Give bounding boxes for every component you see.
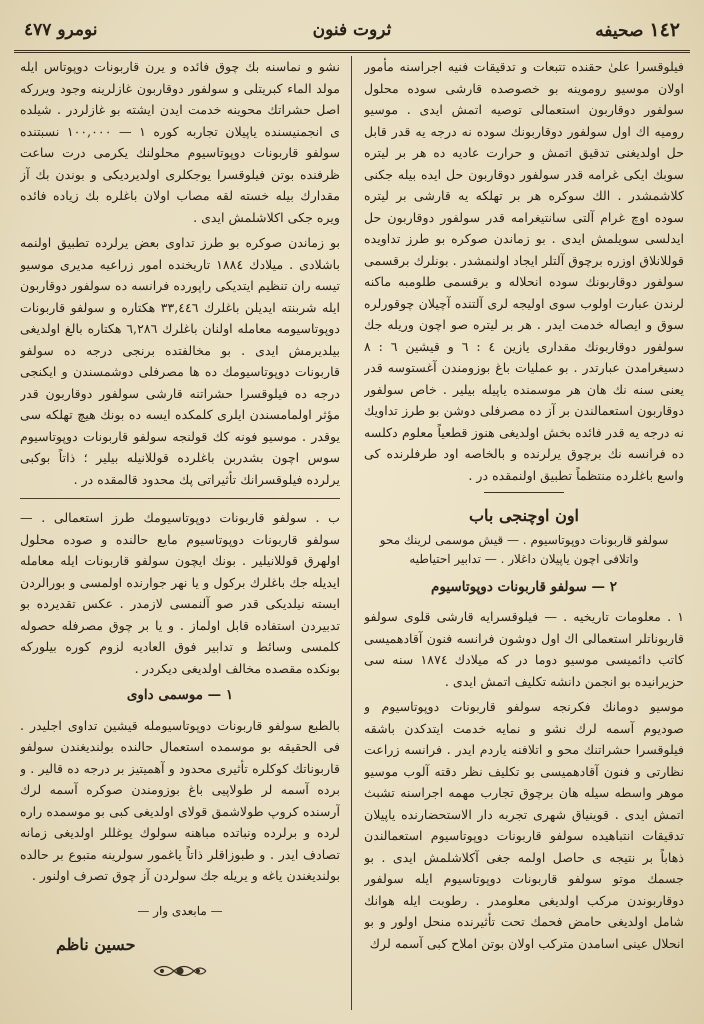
- author-signature: حسین ناظم: [56, 935, 136, 954]
- issue-number: ٤٧٧: [24, 20, 52, 40]
- section-rule: [484, 492, 564, 493]
- paragraph: فیلوقسرا علیٰ حقنده تتبعات و تدقیقات فنیه اجراسنه مأمور اولان موسیو روموینه بو خصوصده قارشی سوده محلول سولفور دوقاربون استعمالی توصیه اتمش ایدی . موسیو رومیه اك اول سولفور دوقاربونك سوده نه درجه یه قدر قابل حل اولدیغنی تدقیق اتمش و حرارت عادیه ده هر بر لیتره سوبك ایکی غرامه قدر سولفور دوقاربون حل ایده بیله جکنی کلاشمشدر . الك سوکره هر بر تهلکه یه قارشی بر لیتره سوده اوچ غرام آلتی سانتیغرامه قدر سولفور دوقاربون حل ایدلسی سویلمش ایدی . بو زماندن صوکره بو طرز تداویده قوللانلاق اوزره برچوق آلتلر ایجاد اولنمشدر . بونلرك برقسمی سولفور دوقاربونك سوده انحلاله و برقسمی طلومبه ماکنه لرندن عبارت اولوب سوی اولیجه لری آلتنده آچیلان چوقورلره سوق و ایصاله خدمت ایدر . هر بر لیتره صو اچون وریله جك سولفور دوقاربونك مقداری یازین ٤ : ٦ و قیشین ٦ : ٨ دسیغرامدن عبارتدر . بو عملیات باغ بوزومندن آغستوسه قدر یعنی سنه نك هان هر موسمنده یاپیله بیلیر . خاص سولفور دوقاربون استعمالندن بر آز ده مصرفلی دوشن بو طرز تداویك نه درجه یه قدر فائده بخش اولدیغی هنوز قطعیاً معلوم دکلسه ده فرانسه نك برچوق یرلرنده و بالخاصه اود طرفلرنده کی واسع باغلرده منتظماً تطبیق اولنمقده در .: [364, 59, 684, 483]
- issue-block: [24, 20, 98, 40]
- journal-title: ثروت فنون: [312, 20, 392, 40]
- page-label: صحیفه: [595, 21, 644, 41]
- column-divider: [351, 56, 352, 1010]
- content-frame: [14, 56, 690, 1010]
- subsection-title: ١ — موسمی داوی: [126, 687, 234, 703]
- paragraph: بو زماندن صوکره بو طرز تداوی بعض یرلرده تطبیق اولنمه باشلادی . میلادك ١٨٨٤ تاریخنده امور زراعیه مدیری موسیو تیسه ران تنظیم ایتدیکی راپورده فرانسه ده سولفور دوقاربون ایله شربنته ایدیلن باغلرك ٣٣,٤٤٦ هکتاره و سولفو قاربونات دوپوتاسیومه معامله اولنان باغلرك ٦,٢٨٦ هکتاره بالغ اولدیغی بیلدیرمش ایدی . بو مخالفتده برنجی درجه ده سولفو قاربونات دوپوتاسیومك ده ها مصرفلی دوشمسندن و ایکنجی درجه ده فیلوقسرا حشراتنه قارشی سولفور دوقاربون قدر مؤثر اولمامسندن ایلری کلمکده ایسه ده بونك هیچ تهلکه سی یوقدر . موسیو فونه کك قولنجه سولفو قاربونات دوپوتاسیوم سوس اچون بشدربن باغلرده قوللانیله بیلیر ؛ ذاتاً بوکبی یرلرده فیلوقسرانك تأثیراتی پك محدود قالمقده در .: [20, 235, 340, 487]
- section-rule: [20, 498, 340, 499]
- section-title: اون اوچنجی باب: [468, 506, 579, 525]
- paragraph: بالطبع سولفو قاربونات دوپوتاسیومله قیشین تداوی اجلیدر . فی الحقیقه بو موسمده استعمال حالنده بولندیغندن سولفو قاربوناتك کوکلره تأثیری محدود و آهمیتیز بر درجه ده قالیر . و برده آسمه لر طولاپیی باغ بوزومندن صوکره آسمه لرك آرسنده کروپ طولاشمق قولای اولدیغی کبی بو موسمده راره لرده و برلرده ونباتده مباهنه سولوك یوغللر اولدیغی زمانه تصادف ایدر . و طبوزاقلر ذاتاً یاغمور سولرینه متبوع بر حالده بولندیغندن یاغه و یریله جك سولردن آز چوق تصرف اولنور .: [20, 717, 340, 883]
- subsection-b: ب . سولفو قاربونات دوپوتاسیومك طرز استعمالی . — سولفو قاربونات دوپوتاسیوم مایع حالنده و صوده محلول اولهرق قوللانیلیر . بونك ایچون سولفو قاربونات ایله معامله ایدیله جك باغلرك برکول و یا نهر جوارنده اولمسی و بورالردن ایسته نیلدیکی قدر صو آلنمسی لازمدر . عکس تقدیرده بو تدبیردن استفاده قابل اولماز . و یا بر چوق مصرفله حصوله کلمسی وسائط و تدابیر فوق العادیه لزوم کوره بیلورکه بونکده مقصده مخالف اولدیغی دیکردر .: [20, 510, 340, 676]
- continued-note: — مابعدی وار —: [137, 903, 223, 918]
- paragraph: موسیو دومانك فکرنجه سولفو قاربونات دوپوتاسیوم و صودیوم آسمه لرك نشو و نمایه خدمت ایتدکدن باشقه فیلوقسرا حشراتنك محو و اتلافنه یاردم ایدر . فرانسه زراعت نظارتی و فنون آقادهمیسی بو تکلیف نظر دقته آلوب موسیو موهر واسطه سیله هان برچوق تجارب مهمه اجراسنه تشبث اتمش ایدی . قوینیاق شهری تجربه دار الاستحضارنده یاپیلان تدقیقات انتباهیده سولفو قاربونات دوپوتاسیوم استعمالندن ذهاباً بر نتیجه ی حاصل اولمه جغی آکلاشلمش ایدی . بو جسمك موتو سولفو قاربونات دوپوتاسیوم ایله سولفور دوقاربوندن مرکب اولدیغی معلومدر . رطوبت ایله هوانك شامل اولدیغی حامض فحمك تحت تأثیرنده منحل اولور و بو انحلال عینی اسامدن مترکب اولان بوتن املاح کبی آسمه لرك: [364, 699, 684, 951]
- paragraph: نشو و نماسنه بك چوق فائده و یرن قاربونات دوپوتاس ایله مولد الماء کبریتلی و سولفور دوقاربون غازلرینه وجود ویرركه اصل حشراتك محوینه خدمت ایدن ایشته بو غازلردر . شیلده ی انجمنیسنده یاپیلان تجاربه کوره ١ — ١٠٠,٠٠٠ نسبتنده سولفو قاربونات دوپوتاسیوم محلولنك یکرمی درت ساعت ظرفنده بوتن فیلوقسرا یوجکلری اولدیردیکی و بوندن بك آز مقدارك بیله خسته لقه مصاب اولان باغلره بك زیاده فائده ویره جکی اکلاشلمش ایدی .: [20, 59, 340, 225]
- paragraph: ١ . معلومات تاریخیه . — فیلوقسرایه قارشی قلوی سولفو قاربوناتلر استعمالی اك اول دوشون فرانسه فنون آقادهمیسی کاتب دائمیسی موسیو دوما در که میلادك ١٨٧٤ سنه سی حزیرانیده بو انجمن دانشه تکلیف اتمش ایدی .: [364, 609, 684, 689]
- page-header: [14, 14, 690, 53]
- subheading: ٢ — سولفو قاربونات دوپوتاسیوم: [430, 578, 617, 595]
- right-column: [364, 56, 684, 1010]
- signature-row: [20, 928, 340, 988]
- section-summary: سولفو قاربونات دوپوتاسیوم . — قیش موسمی لرینك محو واتلافی اچون یاپیلان داغلار . — تدابیر احتیاطیه: [379, 532, 669, 566]
- page-number: ١٤٢: [649, 19, 680, 41]
- issue-label: نومرو: [57, 20, 98, 40]
- ornament-icon: [150, 960, 210, 982]
- left-column: [20, 56, 340, 1010]
